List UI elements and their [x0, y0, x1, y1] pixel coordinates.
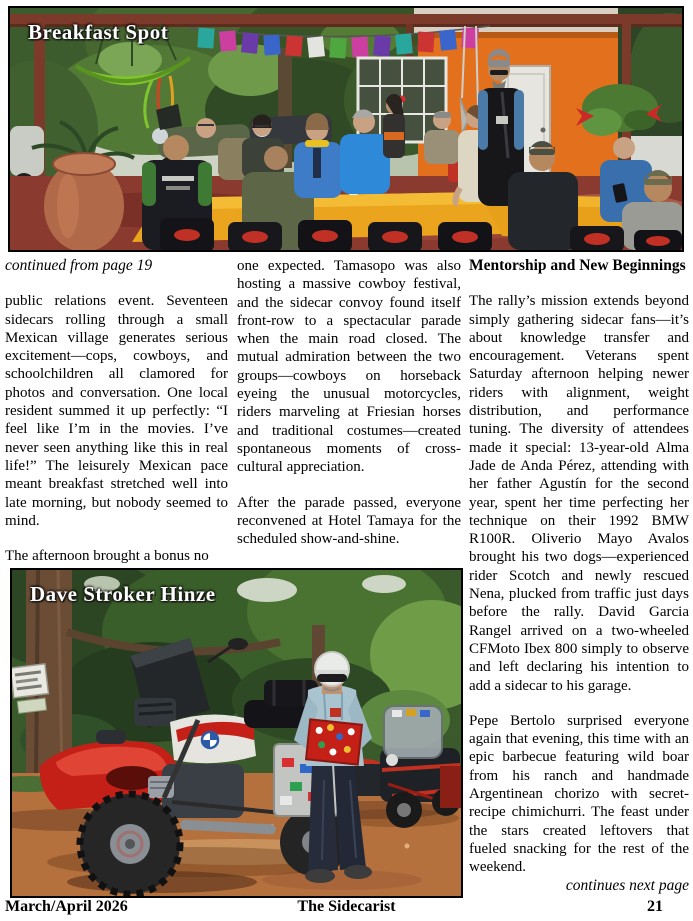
col2-paragraph-1: one expected. Tamasopo was also hosting a massive cowboy festival, and the sidecar convoy found itself front-row to a spectacular parade when the main road closed. The mutual admiration between the two groups—cowboys on horseback eyeing the unusual motorcycles, riders marveling at Friesian horses and traditional costumes—created spontaneous moments of cross-cultural appreciation. — [237, 258, 461, 476]
footer-magazine-title: The Sidecarist — [297, 898, 396, 915]
col3-paragraph-1: The rally’s mission extends beyond simply gathering sidecar fans—it’s about knowledge transfer and encouragement. Veterans spent Saturday afternoon helping newer riders with alignment, weight distribution, and performance tuning. The diversity of attendees made it special: 13-year-old Alma Jade de Anda Pérez, attending with her father Agustín for the second year, spent her time perfecting her technique on their 1992 BMW R100R. Oliverio Mayo Avalos brought his two dogs—experienced rider Scotch and newly rescued Nena, plucked from traffic just days before the rally. David Garcia Rangel arrived on a two-wheeled CFMoto Ibex 800 simply to observe and left declaring his intention to add a sidecar to his garage. — [469, 293, 689, 694]
col1-paragraph-2: The afternoon brought a bonus no — [5, 548, 209, 565]
footer-issue-date: March/April 2026 — [5, 898, 128, 915]
photo-caption-dave: Dave Stroker Hinze — [30, 582, 216, 606]
column-2 — [237, 257, 461, 548]
col2-paragraph-2: After the parade passed, everyone reconvened at Hotel Tamaya for the scheduled show-and-shine. — [237, 494, 461, 548]
footer-page-number: 21 — [647, 898, 663, 915]
column-3 — [469, 257, 689, 895]
continued-note: continued from page 19 — [5, 257, 153, 274]
photo-caption-breakfast: Breakfast Spot — [28, 20, 169, 44]
page-footer — [0, 898, 693, 920]
column-1 — [5, 257, 228, 565]
dave-photo — [10, 568, 463, 898]
col1-paragraph-1: public relations event. Seventeen sidecars rolling through a small Mexican village generates serious excitement—cops, cowboys, and schoolchildren all clamored for photos and conversation. One local resident summed it up perfectly: “I feel like I’m in the movies. I’ve never seen anything like this in real life!” The leisurely Mexican pace meant breakfast stretched well into late morning, but nobody seemed to mind. — [5, 293, 228, 529]
col3-paragraph-2: Pepe Bertolo surprised everyone again that evening, this time with an epic barbecue featuring wild boar from his ranch and handmade Argentinean chorizo with secret-recipe chimichurri. The feast under the stars created leftovers that fueled snacking for the rest of the weekend. — [469, 712, 689, 876]
trail-sign — [12, 664, 51, 714]
breakfast-photo — [8, 6, 684, 252]
continues-note: continues next page — [565, 876, 689, 894]
section-heading: Mentorship and New Beginnings — [469, 257, 686, 274]
dave-photo-art — [12, 570, 461, 896]
